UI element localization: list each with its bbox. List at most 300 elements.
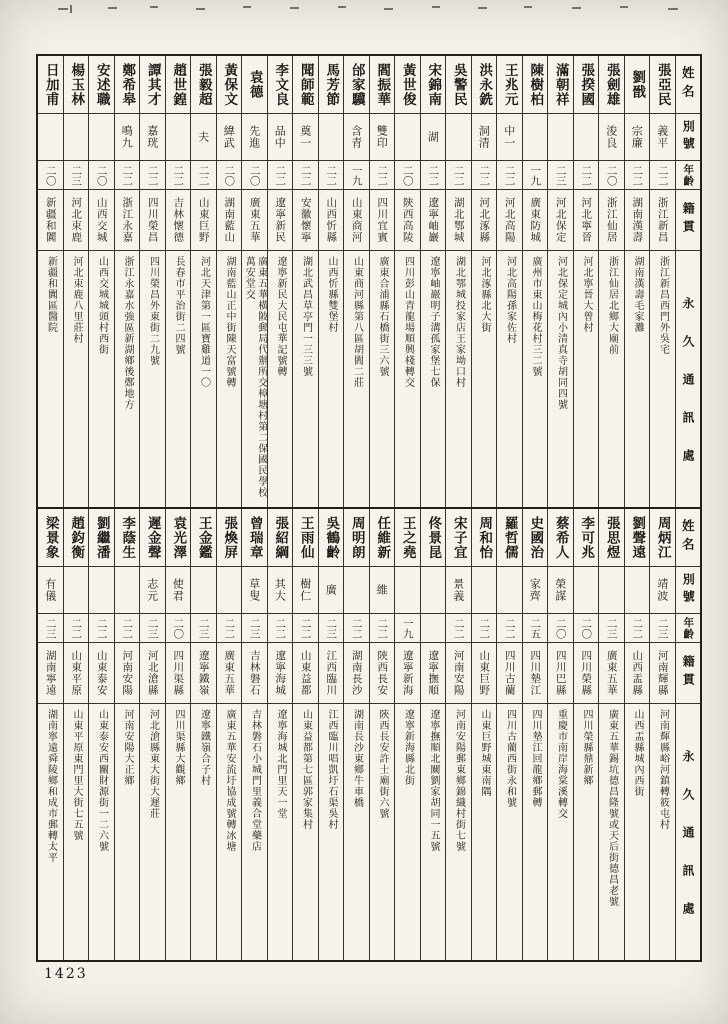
person-age xyxy=(293,614,318,643)
person-age-text: 二二 xyxy=(197,164,210,186)
person-origin-text: 山東巨野 xyxy=(478,650,491,696)
person-age xyxy=(523,161,548,190)
person-alias-text: 奠一 xyxy=(298,125,312,149)
person-name xyxy=(446,56,471,114)
person-origin xyxy=(319,190,344,251)
entry-column xyxy=(395,509,421,960)
person-address-text: 山東平原東門里大街七五號 xyxy=(71,709,82,841)
person-address xyxy=(64,251,89,507)
person-age xyxy=(140,161,165,190)
person-address xyxy=(64,704,89,960)
person-name-text: 譚其才 xyxy=(144,62,161,107)
person-alias-text: 廣 xyxy=(324,584,338,596)
person-origin xyxy=(166,190,191,251)
person-alias-text: 浚良 xyxy=(604,125,618,149)
person-origin xyxy=(446,643,471,704)
person-origin-text: 河北保定 xyxy=(554,197,567,243)
person-age xyxy=(548,161,573,190)
person-name-text: 李可兆 xyxy=(578,515,595,560)
person-origin xyxy=(38,190,63,251)
person-alias-text: 樹仁 xyxy=(298,578,312,602)
person-age xyxy=(344,161,369,190)
entry-column xyxy=(242,56,268,507)
person-name-text: 周明朗 xyxy=(348,515,365,560)
person-alias-text: 使君 xyxy=(171,578,185,602)
person-address-text: 四川古藺西街永和號 xyxy=(504,709,516,808)
person-origin-text: 浙江新昌 xyxy=(656,197,669,243)
person-name-text: 任維新 xyxy=(374,515,391,560)
scan-mark xyxy=(338,6,346,8)
person-origin xyxy=(268,643,293,704)
person-alias xyxy=(421,114,446,161)
person-alias xyxy=(650,567,675,614)
person-origin xyxy=(268,190,293,251)
person-address-text: 陝西長安許士廟街六號 xyxy=(377,709,388,819)
person-age-text: 二二 xyxy=(452,164,465,186)
person-origin xyxy=(548,190,573,251)
row-label-name-text: 姓名 xyxy=(680,519,696,556)
entry-column xyxy=(421,509,447,960)
person-address xyxy=(574,251,599,507)
person-name xyxy=(166,509,191,567)
row-label-origin-text: 籍貫 xyxy=(681,655,696,691)
row-label-age-text: 年齡 xyxy=(682,163,695,187)
person-alias xyxy=(446,114,471,161)
person-name-text: 馬芳節 xyxy=(323,62,340,107)
person-age-text: 二二 xyxy=(70,617,83,639)
person-age-text: 二二 xyxy=(299,164,312,186)
person-name-text: 張煥屏 xyxy=(221,515,238,560)
person-alias xyxy=(64,567,89,614)
entry-column xyxy=(574,509,600,960)
person-alias xyxy=(421,567,446,614)
person-alias xyxy=(115,114,140,161)
scan-mark xyxy=(243,6,251,8)
entry-column xyxy=(370,509,396,960)
row-label-alias-text: 別號 xyxy=(681,120,696,154)
person-origin xyxy=(217,190,242,251)
person-name-text: 張揆國 xyxy=(578,62,595,107)
person-name xyxy=(140,56,165,114)
person-address-text: 河北寧晉大曾村 xyxy=(581,256,592,333)
person-age-text: 二三 xyxy=(325,617,338,639)
person-origin xyxy=(140,190,165,251)
person-alias-text: 志元 xyxy=(145,578,159,602)
person-age-text: 二二 xyxy=(121,164,134,186)
person-alias xyxy=(472,114,497,161)
person-alias xyxy=(268,567,293,614)
person-alias xyxy=(38,114,63,161)
person-origin-text: 山東泰安 xyxy=(95,650,108,696)
person-age-text: 二〇 xyxy=(401,164,414,186)
person-age-text: 二〇 xyxy=(580,617,593,639)
person-address xyxy=(446,704,471,960)
person-address-text: 山東益都第七區郭家集村 xyxy=(300,709,312,830)
person-address xyxy=(574,704,599,960)
person-alias xyxy=(64,114,89,161)
person-origin-text: 四川墊江 xyxy=(529,650,542,696)
person-alias-text: 景義 xyxy=(451,578,465,602)
person-age-text: 二〇 xyxy=(44,164,57,186)
person-alias xyxy=(625,114,650,161)
person-address-text: 湖南寧遠舜陵鄉和成市郵轉太平 xyxy=(45,709,57,863)
person-age-text: 二二 xyxy=(274,164,287,186)
person-origin xyxy=(497,643,522,704)
entry-column xyxy=(625,509,651,960)
person-address-text: 重慶市南岸海棠溪轉交 xyxy=(555,709,567,819)
person-origin-text: 四川古藺 xyxy=(503,650,516,696)
person-alias xyxy=(242,567,267,614)
person-alias-text: 宗廉 xyxy=(630,125,644,149)
person-origin-text: 湖南藍山 xyxy=(223,197,236,243)
person-address-text: 湖北鄂城投家店王家坳口村 xyxy=(453,256,465,388)
person-age-text: 二三 xyxy=(605,617,618,639)
person-name-text: 袁德 xyxy=(246,70,263,99)
person-name xyxy=(523,509,548,567)
person-address-text: 河南安陽郵東鄉錦織村街七號 xyxy=(453,709,465,852)
person-address-text: 四川墊江回龍鄉郵轉 xyxy=(530,709,541,808)
person-name xyxy=(140,509,165,567)
person-age-text: 二〇 xyxy=(172,617,185,639)
header-column xyxy=(676,56,701,507)
entry-column xyxy=(191,56,217,507)
person-alias xyxy=(395,567,420,614)
person-origin xyxy=(472,643,497,704)
person-origin-text: 河北寧晉 xyxy=(580,197,593,243)
person-alias xyxy=(166,567,191,614)
person-age xyxy=(625,614,650,643)
person-name-text: 李蔭生 xyxy=(119,515,136,560)
person-name-text: 楊玉林 xyxy=(68,62,85,107)
person-origin xyxy=(115,190,140,251)
person-alias-text: 家齊 xyxy=(528,578,542,602)
person-origin-text: 四川榮昌 xyxy=(146,197,159,243)
person-origin-text: 河北滄縣 xyxy=(146,650,159,696)
person-name-text: 洪永銑 xyxy=(476,62,493,107)
directory-table-frame xyxy=(36,54,702,962)
person-origin xyxy=(446,190,471,251)
person-address xyxy=(421,704,446,960)
entry-column xyxy=(64,509,90,960)
person-address xyxy=(293,251,318,507)
person-name xyxy=(395,56,420,114)
person-address-text: 湖南藍山正中街陳天富號轉 xyxy=(224,256,235,388)
person-address xyxy=(421,251,446,507)
person-age xyxy=(89,614,114,643)
row-label-name-text: 姓名 xyxy=(680,66,696,103)
person-name xyxy=(472,56,497,114)
person-origin xyxy=(115,643,140,704)
entry-column xyxy=(293,509,319,960)
person-address-text: 河南輝縣峪河鎮轉筱屯村 xyxy=(657,709,669,830)
person-origin xyxy=(293,643,318,704)
person-name xyxy=(115,56,140,114)
entry-column xyxy=(446,509,472,960)
person-address xyxy=(548,251,573,507)
person-name xyxy=(293,509,318,567)
person-age-text: 二二 xyxy=(95,617,108,639)
person-origin xyxy=(319,643,344,704)
person-alias-text: 夫 xyxy=(196,131,210,143)
person-age xyxy=(64,161,89,190)
person-alias xyxy=(140,114,165,161)
row-label-alias xyxy=(676,114,701,161)
person-address xyxy=(446,251,471,507)
person-age xyxy=(293,161,318,190)
person-origin-text: 河南輝縣 xyxy=(656,650,669,696)
entry-column xyxy=(370,56,396,507)
entry-column xyxy=(344,56,370,507)
person-address-text: 山西交城城頭村西街 xyxy=(96,256,108,355)
person-origin xyxy=(599,190,624,251)
person-address xyxy=(650,704,675,960)
person-origin-text: 遼寧新民 xyxy=(274,197,287,243)
person-origin-text: 陝西長安 xyxy=(376,650,389,696)
person-address-text: 湖南長沙東鄉牛車橋 xyxy=(351,709,363,808)
person-origin xyxy=(523,190,548,251)
person-origin xyxy=(548,643,573,704)
person-age-text: 二二 xyxy=(478,164,491,186)
person-address-text: 新疆和闐區醫院 xyxy=(45,256,57,333)
person-name-text: 黃保文 xyxy=(221,62,238,107)
person-age-text: 二三 xyxy=(146,617,159,639)
person-origin-text: 陝西高陵 xyxy=(401,197,414,243)
person-name xyxy=(38,56,63,114)
directory-table-bottom xyxy=(38,509,700,960)
person-name-text: 遲金聲 xyxy=(144,515,161,560)
person-address-text: 浙江仙居北鄉大廟前 xyxy=(606,256,618,355)
person-alias-text: 有儀 xyxy=(43,578,57,602)
person-alias-text: 草叟 xyxy=(247,578,261,602)
person-age xyxy=(242,614,267,643)
entry-column xyxy=(574,56,600,507)
person-address xyxy=(293,704,318,960)
person-age xyxy=(166,614,191,643)
row-label-age xyxy=(676,161,701,190)
entry-column xyxy=(446,56,472,507)
person-alias-text: 靖波 xyxy=(655,578,669,602)
person-name-text: 李文良 xyxy=(272,62,289,107)
person-alias xyxy=(293,114,318,161)
person-age xyxy=(625,161,650,190)
person-alias-text: 義平 xyxy=(655,125,669,149)
person-age xyxy=(242,161,267,190)
person-address-text: 山東巨野城東南隅 xyxy=(479,709,490,797)
person-alias xyxy=(293,567,318,614)
person-alias-text: 湖 xyxy=(426,131,440,143)
person-address xyxy=(497,704,522,960)
person-age xyxy=(599,614,624,643)
person-address xyxy=(497,251,522,507)
person-age-text: 二三 xyxy=(656,617,669,639)
person-alias-text: 雙印 xyxy=(375,125,389,149)
entry-column xyxy=(497,509,523,960)
person-alias xyxy=(395,114,420,161)
person-origin xyxy=(89,190,114,251)
person-name-text: 聞師範 xyxy=(297,62,314,107)
person-address-text: 遼寧鐵嶺合子村 xyxy=(198,709,210,786)
person-origin-text: 遼寧海城 xyxy=(274,650,287,696)
person-alias xyxy=(523,567,548,614)
person-alias xyxy=(574,114,599,161)
person-address xyxy=(140,704,165,960)
person-origin xyxy=(242,190,267,251)
person-age-text: 二二 xyxy=(121,617,134,639)
person-age xyxy=(268,161,293,190)
person-name xyxy=(268,56,293,114)
person-name xyxy=(38,509,63,567)
person-age xyxy=(191,161,216,190)
person-alias-text: 嘉珖 xyxy=(145,125,159,149)
person-origin-text: 山東巨野 xyxy=(197,197,210,243)
person-origin xyxy=(191,643,216,704)
person-age xyxy=(650,614,675,643)
person-address-text: 廣東合浦縣石橋街三六號 xyxy=(377,256,388,377)
entry-column xyxy=(115,56,141,507)
person-name-text: 日加甫 xyxy=(42,62,59,107)
person-age xyxy=(574,614,599,643)
person-age xyxy=(319,161,344,190)
person-origin-text: 四川榮縣 xyxy=(580,650,593,696)
person-address xyxy=(548,704,573,960)
page-number: 1423 xyxy=(44,966,88,982)
entry-column xyxy=(293,56,319,507)
person-name xyxy=(293,56,318,114)
person-origin xyxy=(650,190,675,251)
entry-column xyxy=(89,56,115,507)
person-address-text: 山東泰安西關財源街一二六號 xyxy=(96,709,108,852)
person-origin xyxy=(140,643,165,704)
scan-mark xyxy=(150,6,158,8)
person-origin-text: 新疆和闐 xyxy=(44,197,57,243)
person-name-text: 吳鶴齡 xyxy=(323,515,340,560)
person-origin-text: 湖南寧遠 xyxy=(44,650,57,696)
row-label-name xyxy=(676,509,701,567)
person-origin-text: 湖南長沙 xyxy=(350,650,363,696)
person-address xyxy=(625,704,650,960)
person-age-text: 二〇 xyxy=(248,164,261,186)
row-label-address-text: 永久通訊處 xyxy=(681,750,695,940)
person-alias xyxy=(625,567,650,614)
person-address xyxy=(115,704,140,960)
person-address-text: 廣東五華安流圩協成號轉冰塘 xyxy=(224,709,235,852)
person-origin xyxy=(625,190,650,251)
person-address xyxy=(472,251,497,507)
person-age-text: 二二 xyxy=(376,617,389,639)
person-name xyxy=(319,56,344,114)
person-name-text: 劉聲遠 xyxy=(629,515,646,560)
person-alias-text: 榮謀 xyxy=(553,578,567,602)
person-address-text: 遼寧海城北門里天一堂 xyxy=(275,709,286,819)
person-origin xyxy=(421,190,446,251)
person-age xyxy=(395,614,420,643)
entry-column xyxy=(242,509,268,960)
person-origin-text: 山東益都 xyxy=(299,650,312,696)
person-address-text: 遼寧岫巖明子溝孤家堡七保 xyxy=(428,256,439,388)
entry-column xyxy=(421,56,447,507)
person-age xyxy=(472,161,497,190)
entry-column xyxy=(395,56,421,507)
person-origin-text: 山東平原 xyxy=(70,650,83,696)
person-alias xyxy=(115,567,140,614)
person-alias xyxy=(268,114,293,161)
scan-mark xyxy=(432,6,440,8)
person-origin-text: 遼寧鐵嶺 xyxy=(197,650,210,696)
person-origin xyxy=(625,643,650,704)
person-age xyxy=(38,614,63,643)
person-address-text: 山西盂縣城內西街 xyxy=(632,709,643,797)
person-age xyxy=(217,614,242,643)
person-address-text: 河北涿縣北大街 xyxy=(479,256,490,333)
person-origin xyxy=(64,190,89,251)
person-name xyxy=(650,509,675,567)
header-column xyxy=(676,509,701,960)
row-label-age xyxy=(676,614,701,643)
person-origin-text: 廣東五華 xyxy=(223,650,236,696)
person-address-text: 山東商河縣第八區胡閻二莊 xyxy=(351,256,363,388)
person-origin xyxy=(395,643,420,704)
person-age xyxy=(574,161,599,190)
entry-column xyxy=(115,509,141,960)
person-name-text: 羅哲儒 xyxy=(501,515,518,560)
entry-column xyxy=(38,56,64,507)
entry-column xyxy=(268,56,294,507)
person-alias xyxy=(89,567,114,614)
person-origin xyxy=(370,190,395,251)
person-name-text: 張毅超 xyxy=(195,62,212,107)
person-age-text: 二二 xyxy=(631,617,644,639)
person-name xyxy=(650,56,675,114)
person-name-text: 黃世俊 xyxy=(399,62,416,107)
entry-column xyxy=(217,509,243,960)
person-name-text: 王之堯 xyxy=(399,515,416,560)
person-address xyxy=(472,704,497,960)
person-address-text: 浙江新昌西門外吳宅 xyxy=(657,256,669,355)
person-origin-text: 湖北鄂城 xyxy=(452,197,465,243)
person-address xyxy=(242,251,267,507)
person-origin-text: 四川渠縣 xyxy=(172,650,185,696)
person-origin-text: 廣東五華 xyxy=(248,197,261,243)
entry-column xyxy=(472,509,498,960)
scan-mark xyxy=(108,7,117,9)
person-age xyxy=(395,161,420,190)
person-alias xyxy=(548,567,573,614)
person-age xyxy=(548,614,573,643)
row-label-address xyxy=(676,251,701,507)
person-name-text: 張紹綱 xyxy=(272,515,289,560)
person-name xyxy=(497,509,522,567)
person-origin xyxy=(574,190,599,251)
person-name xyxy=(191,56,216,114)
entry-column xyxy=(650,509,676,960)
entry-column xyxy=(166,509,192,960)
person-address xyxy=(38,704,63,960)
person-age-text: 二二 xyxy=(325,164,338,186)
person-address-text: 吉林磐石小城門里義合堂藥店 xyxy=(249,709,261,852)
person-address-text: 四川榮昌外東街二九號 xyxy=(147,256,159,366)
person-alias xyxy=(497,114,522,161)
person-name-text: 蔡希人 xyxy=(552,515,569,560)
person-alias xyxy=(217,567,242,614)
entry-column xyxy=(548,509,574,960)
person-origin-text: 河北束鹿 xyxy=(70,197,83,243)
person-name xyxy=(523,56,548,114)
person-name-text: 趙世鍠 xyxy=(170,62,187,107)
scan-mark xyxy=(58,8,68,10)
person-origin xyxy=(166,643,191,704)
person-age-text: 二二 xyxy=(299,617,312,639)
person-address xyxy=(625,251,650,507)
